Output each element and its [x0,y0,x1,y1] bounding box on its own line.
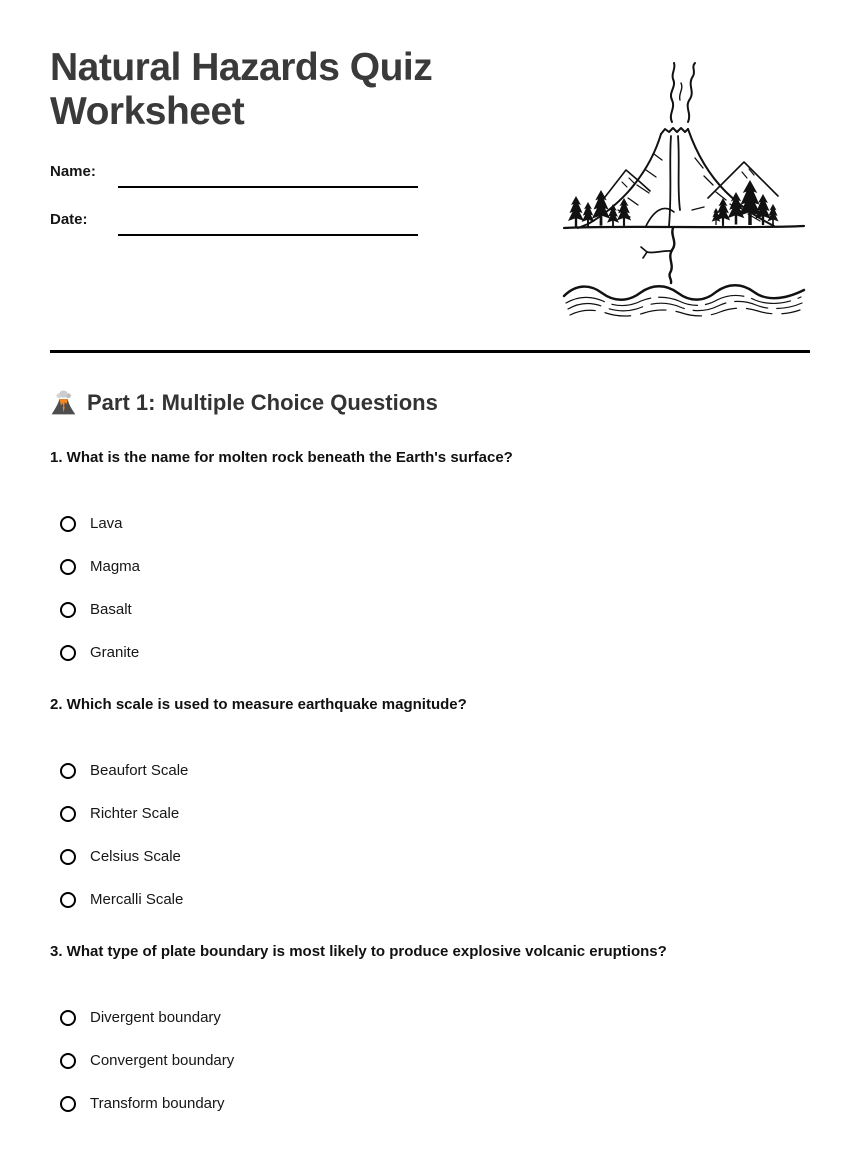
radio-button[interactable] [60,516,76,532]
option-label: Mercalli Scale [90,891,184,908]
section-divider [50,350,810,353]
option-label: Magma [90,558,141,575]
option-row[interactable] [60,599,810,620]
option-row[interactable] [60,1093,810,1114]
question-text: 3. What type of plate boundary is most likely to produce explosive volcanic eruptions? [50,943,667,960]
option-label: Richter Scale [90,805,180,822]
volcano-icon [50,389,77,416]
student-fields [50,161,528,236]
option-row[interactable] [60,1007,810,1028]
radio-button[interactable] [60,806,76,822]
radio-button[interactable] [60,892,76,908]
page-title: Natural Hazards Quiz Worksheet [50,46,433,134]
radio-button[interactable] [60,1053,76,1069]
option-row[interactable] [60,513,810,534]
part1-heading [50,389,810,416]
date-label: Date: [50,210,88,228]
option-label: Basalt [90,601,132,618]
option-label: Transform boundary [90,1095,225,1112]
option-row[interactable] [60,556,810,577]
option-label: Granite [90,644,140,661]
name-label: Name: [50,162,96,180]
question-text: 1. What is the name for molten rock beneath the Earth's surface? [50,449,513,466]
question-text: 2. Which scale is used to measure earthquake magnitude? [50,696,467,713]
option-row[interactable] [60,846,810,867]
radio-button[interactable] [60,559,76,575]
option-row[interactable] [60,889,810,910]
radio-button[interactable] [60,849,76,865]
worksheet-header [50,0,810,320]
radio-button[interactable] [60,1096,76,1112]
option-label: Convergent boundary [90,1052,235,1069]
question-1 [50,449,810,663]
option-row[interactable] [60,760,810,781]
name-input-line[interactable] [118,161,418,188]
radio-button[interactable] [60,1010,76,1026]
header-left [50,46,528,257]
date-field-row [50,209,528,236]
option-label: Beaufort Scale [90,762,189,779]
option-row[interactable] [60,803,810,824]
radio-button[interactable] [60,602,76,618]
option-label: Lava [90,515,123,532]
option-label: Celsius Scale [90,848,181,865]
option-row[interactable] [60,1050,810,1071]
question-2 [50,696,810,910]
part1-heading-text: Part 1: Multiple Choice Questions [87,390,438,415]
question-3 [50,943,810,1114]
volcano-illustration-svg [558,58,810,320]
option-label: Divergent boundary [90,1009,221,1026]
volcano-illustration [558,58,810,320]
name-field-row [50,161,528,188]
date-input-line[interactable] [118,209,418,236]
option-row[interactable] [60,642,810,663]
radio-button[interactable] [60,763,76,779]
radio-button[interactable] [60,645,76,661]
